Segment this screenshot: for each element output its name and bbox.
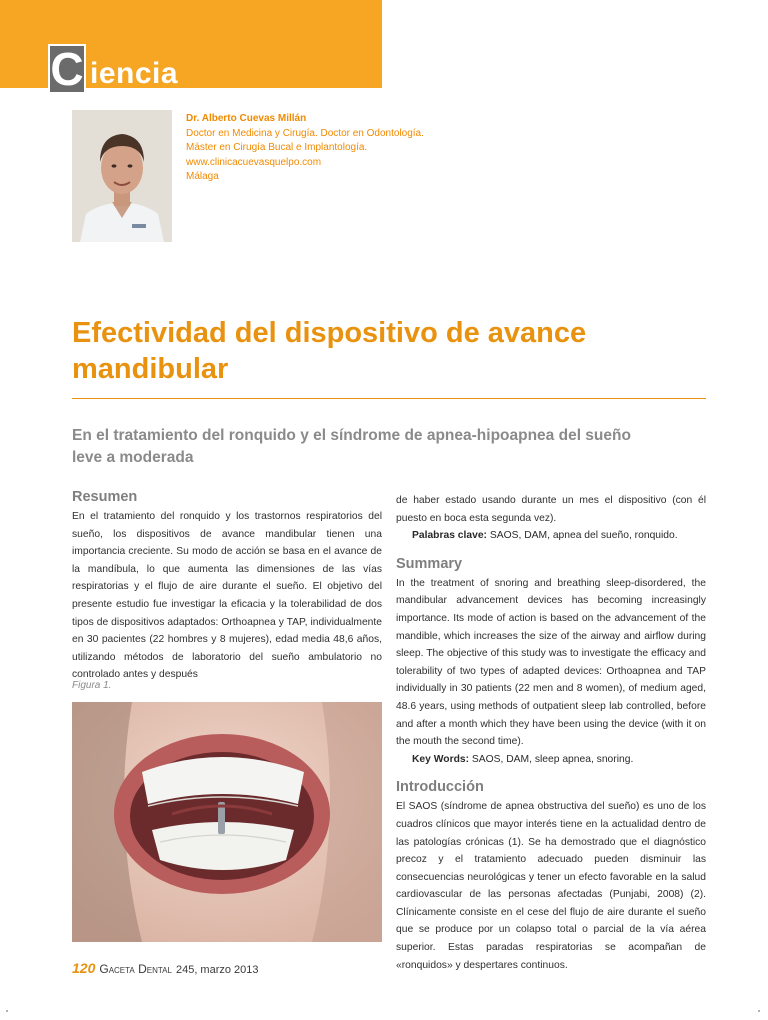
resumen-keywords-value: SAOS, DAM, apnea del sueño, ronquido.	[489, 530, 678, 542]
author-degree: Doctor en Medicina y Cirugía. Doctor en Odontología.	[186, 127, 424, 139]
corner-mark-left	[6, 1010, 8, 1012]
title-divider	[72, 398, 706, 399]
page-footer	[72, 960, 259, 976]
issue-info: 245, marzo 2013	[175, 964, 259, 976]
resumen-keywords	[396, 527, 706, 545]
resumen-text: En el tratamiento del ronquido y los trastornos respiratorios del sueño, los dispositivos de avance mandibular tienen una importancia creciente. Su modo de acción se basa en el avance de la mandíbula, lo que aumenta las dimensiones de las vías respiratorias y el flujo de aire durante el sueño. El objetivo del presente estudio fue investigar la eficacia y la tolerabilidad de dos tipos de dispositivos adaptados: Orthoapnea y TAP, individualmente en 30 pacientes (22 hombres y 8 mujeres), edad media 48,6 años, utilizando métodos de laboratorio del sueño ambulatorio no controlado antes y después	[72, 511, 382, 681]
figure-caption: Figura 1.	[72, 680, 112, 691]
section-label	[48, 42, 178, 94]
summary-text: In the treatment of snoring and breathing sleep-disordered, the mandibular advancement devices has becoming increasingly importance. Its mode of action is based on the advancement of the mandible, which increases the size of the airway and airflow during sleep. The objective of this study was to investigate the efficacy and tolerability of two types of adapted devices: Orthoapnea and TAP individually in 30 patients (22 men and 8 women), of medium aged, 48.6 years, using methods of outpatient sleep lab controlled, before and after a month which they have been using the device (with it on the mouth the second time).	[396, 577, 706, 748]
resumen-heading: Resumen	[72, 489, 138, 505]
section-initial: C	[48, 44, 86, 94]
summary-keywords-label: Key Words:	[412, 753, 470, 765]
page-number: 120	[72, 960, 96, 976]
left-column	[72, 488, 382, 684]
section-name: iencia	[90, 57, 179, 90]
magazine-name: Gaceta Dental	[99, 962, 172, 976]
summary-keywords	[396, 751, 706, 769]
introduccion-text: El SAOS (síndrome de apnea obstructiva del sueño) es uno de los cuadros clínicos que mayor interés tiene en la actualidad dentro de las patologías crónicas (1). Se ha demostrado que el diagnóstico precoz y el tratamiento adecuado pueden disminuir las consecuencias neurológicas y tener un efecto favorable en la salud cardiovascular de las personas afectadas (Punjabi, 2008) (2). Clínicamente consiste en el cese del flujo de aire durante el sueño que se produce por un colapso total o parcial de la vía aérea superior. Estas paradas respiratorias se acompañan de «ronquidos» y despertares continuos.	[396, 801, 706, 971]
summary-keywords-value: SAOS, DAM, sleep apnea, snoring.	[471, 753, 634, 765]
right-column	[396, 492, 706, 974]
article-title: Efectividad del dispositivo de avance mandibular	[72, 317, 587, 385]
author-photo	[72, 110, 172, 242]
mouth-device-illustration	[72, 702, 382, 942]
author-name: Dr. Alberto Cuevas Millán	[186, 113, 307, 124]
corner-mark-right	[758, 1010, 760, 1012]
author-city: Málaga	[186, 171, 219, 182]
article-subtitle: En el tratamiento del ronquido y el síndrome de apnea-hipoapnea del sueño leve a moderada	[72, 427, 631, 466]
resumen-continued: de haber estado usando durante un mes el dispositivo (con él puesto en boca esta segunda vez).	[396, 495, 706, 524]
figure-image	[72, 702, 382, 942]
resumen-keywords-label: Palabras clave:	[412, 530, 487, 542]
author-master: Máster en Cirugía Bucal e Implantología.	[186, 142, 368, 153]
author-photo-illustration	[72, 110, 172, 242]
author-website[interactable]: www.clinicacuevasquelpo.com	[186, 156, 322, 168]
introduccion-heading: Introducción	[396, 779, 484, 796]
summary-heading: Summary	[396, 555, 463, 572]
author-info	[186, 112, 424, 185]
